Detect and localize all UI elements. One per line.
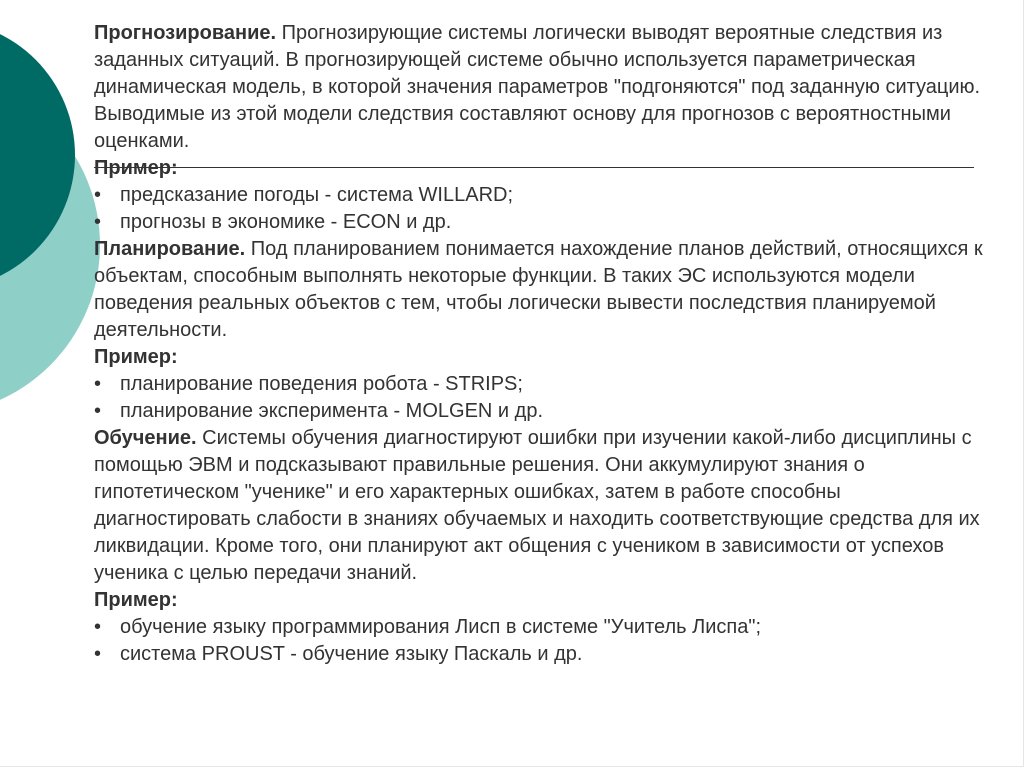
example-label: Пример: <box>94 346 178 368</box>
section-text: Под планированием понимается нахождение планов действий, относящихся к объектам, способным выполнять некоторые функции. В таких ЭС используются модели поведения реальных объектов с тем, чтобы логически вывести последствия планируемой деятельности. <box>94 238 983 341</box>
list-item-text: система PROUST - обучение языку Паскаль и др. <box>120 643 583 665</box>
list-item-text: планирование поведения робота - STRIPS; <box>120 373 523 395</box>
list-item <box>94 614 999 641</box>
list-item <box>94 398 999 425</box>
section-learning <box>94 425 999 587</box>
bullet-icon: • <box>94 373 102 395</box>
section-heading: Прогнозирование. <box>94 22 277 44</box>
list-item-text: обучение языку программирования Лисп в системе "Учитель Лиспа"; <box>120 616 762 638</box>
bullet-icon: • <box>94 616 102 638</box>
section-text: Прогнозирующие системы логически выводят вероятные следствия из заданных ситуаций. В прогнозирующей системе обычно используется параметрическая динамическая модель, в которой значения параметров "подгоняются" под заданную ситуацию. Выводимые из этой модели следствия составляют основу для прогнозов с вероятностными оценками. <box>94 22 981 152</box>
bullet-icon: • <box>94 184 102 206</box>
list-item <box>94 371 999 398</box>
list-item <box>94 209 999 236</box>
list-item <box>94 641 999 668</box>
bullet-icon: • <box>94 400 102 422</box>
slide-content <box>94 20 999 668</box>
section-heading: Планирование. <box>94 238 246 260</box>
bullet-icon: • <box>94 211 102 233</box>
list-item-text: планирование эксперимента - MOLGEN и др. <box>120 400 543 422</box>
section-planning <box>94 236 999 344</box>
bullet-icon: • <box>94 643 102 665</box>
example-list <box>94 614 999 668</box>
example-label: Пример: <box>94 157 178 179</box>
list-item-text: прогнозы в экономике - ECON и др. <box>120 211 452 233</box>
divider-line <box>94 167 974 168</box>
section-prognosis <box>94 20 999 155</box>
example-label: Пример: <box>94 589 178 611</box>
list-item <box>94 182 999 209</box>
section-heading: Обучение. <box>94 427 197 449</box>
list-item-text: предсказание погоды - система WILLARD; <box>120 184 514 206</box>
example-list <box>94 371 999 425</box>
example-list <box>94 182 999 236</box>
section-text: Системы обучения диагностируют ошибки при изучении какой-либо дисциплины с помощью ЭВМ и подсказывают правильные решения. Они аккумулируют знания о гипотетическом "ученике" и его характерных ошибках, затем в работе способны диагностировать слабости в знаниях обучаемых и находить соответствующие средства для их ликвидации. Кроме того, они планируют акт общения с учеником в зависимости от успехов ученика с целью передачи знаний. <box>94 427 980 584</box>
